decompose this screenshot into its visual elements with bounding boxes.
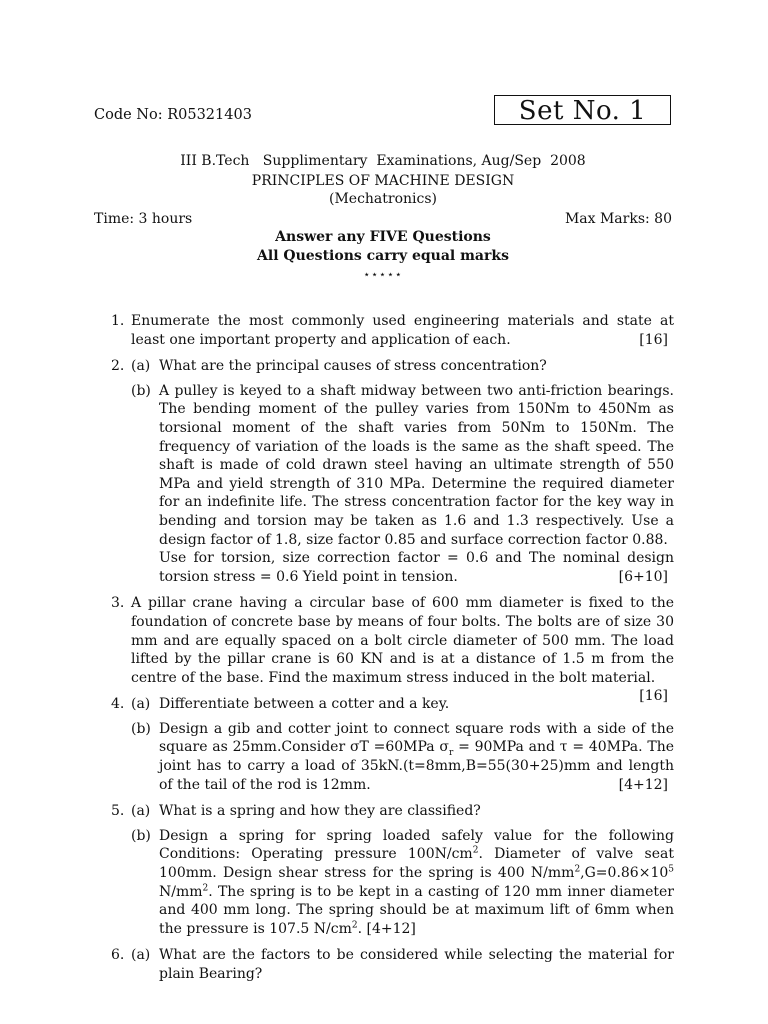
part-text: Differentiate between a cotter and a key. — [159, 696, 450, 713]
instruction-answer-five: Answer any FIVE Questions — [275, 229, 491, 245]
instruction-equal-marks: All Questions carry equal marks — [257, 248, 509, 264]
question-number: 3. — [111, 595, 125, 612]
question-number: 5. — [111, 803, 125, 820]
question-number: 4. — [111, 696, 125, 713]
part-label: (a) — [131, 803, 151, 820]
part-label: (a) — [131, 696, 151, 713]
question-marks: [4+12] — [366, 920, 416, 937]
question-2 — [94, 357, 674, 586]
question-part-b — [131, 720, 674, 794]
question-part-b — [131, 382, 674, 587]
part-text: Design a spring for spring loaded safely value for the following Conditions: Operating pressure $100N/cm^2$. Diameter of valve seat 100mm. Design shear stress for the spring is 400 $N/mm^2,G=0.86\times 10^5$ $N/mm^2$. The spring is to be kept in a casting of 120 mm inner diameter and 400 mm long. The spring should be at maximum lift of 6mm when the pressure is 107.5 $N/cm^2$. [4+12] — [159, 827, 674, 937]
set-number-box: Set No. 1 — [494, 95, 671, 125]
question-marks: [16] — [639, 688, 668, 705]
question-number: 2. — [111, 358, 125, 375]
part-text: What is a spring and how they are classified? — [159, 803, 481, 820]
question-1 — [94, 312, 674, 349]
question-marks: [4+12] — [618, 776, 668, 793]
question-part-a — [131, 695, 674, 714]
branch-name: (Mechatronics) — [328, 191, 437, 207]
code-number: Code No: R05321403 — [94, 107, 252, 123]
part-text: What are the principal causes of stress concentration? — [159, 358, 547, 375]
question-number: 6. — [111, 947, 125, 964]
question-4 — [94, 695, 674, 794]
question-part-b — [131, 827, 674, 939]
question-number: 1. — [111, 313, 125, 329]
part-text: What are the factors to be considered while selecting the material for plain Bearing? — [159, 947, 674, 982]
part-label: (a) — [131, 947, 151, 964]
part-label: (a) — [131, 358, 151, 375]
question-marks: [16] — [639, 331, 668, 348]
question-text: A pillar crane having a circular base of 600 mm diameter is fixed to the foundation of concrete base by means of four bolts. The bolts are of size 30 mm and are equally spaced on a bolt circle diameter of 500 mm. The load lifted by the pillar crane is 60 KN and is at a distance of 1.5 m from the centre of the base. Find the maximum stress induced in the bolt material. [16] — [131, 595, 674, 705]
exam-title: III B.Tech Supplimentary Examinations, Aug/Sep 2008 — [180, 153, 586, 169]
question-part-a — [131, 946, 674, 983]
time-allowed: Time: 3 hours — [94, 211, 193, 227]
part-text: Design a gib and cotter joint to connect square rods with a side of the square as 25mm.Consider σT =60MPa $\sigma_r = 90MPa$ and τ = 40MPa. The joint has to carry a load of 35kN.(t=8mm,B=55(30+25)mm and length of the tail of the rod is 12mm. [4+12] — [159, 720, 675, 793]
course-title: PRINCIPLES OF MACHINE DESIGN — [251, 173, 515, 189]
part-label: (b) — [131, 827, 151, 844]
question-5 — [94, 802, 674, 938]
question-text: Enumerate the most commonly used engineering materials and state at least one important property and application of each. [16] — [131, 313, 674, 348]
part-label: (b) — [131, 720, 151, 737]
part-text: A pulley is keyed to a shaft midway between two anti-friction bearings. The bending moment of the pulley varies from 150Nm to 450Nm as torsional moment of the shaft varies from 50Nm to 150Nm. The frequency of variation of the loads is the same as the shaft speed. The shaft is made of cold drawn steel having an ultimate strength of 550 MPa and yield strength of 310 MPa. Determine the required diameter for an indefinite life. The stress concentration factor for the key way in bending and torsion may be taken as 1.6 and 1.3 respectively. Use a design factor of 1.8, size factor 0.85 and surface correction factor 0.88. — [159, 382, 674, 548]
question-part-a — [131, 357, 674, 376]
question-marks: [6+10] — [618, 568, 668, 585]
question-list — [94, 312, 674, 992]
question-6 — [94, 946, 674, 983]
max-marks: Max Marks: 80 — [564, 211, 672, 227]
question-part-a — [131, 802, 674, 821]
part-label: (b) — [131, 382, 151, 399]
part-note: Use for torsion, size correction factor = 0.6 and The nominal design torsion stress = 0.6 Yield point in tension. [6+10] — [159, 550, 674, 585]
separator-stars: ⋆⋆⋆⋆⋆ — [363, 268, 403, 281]
